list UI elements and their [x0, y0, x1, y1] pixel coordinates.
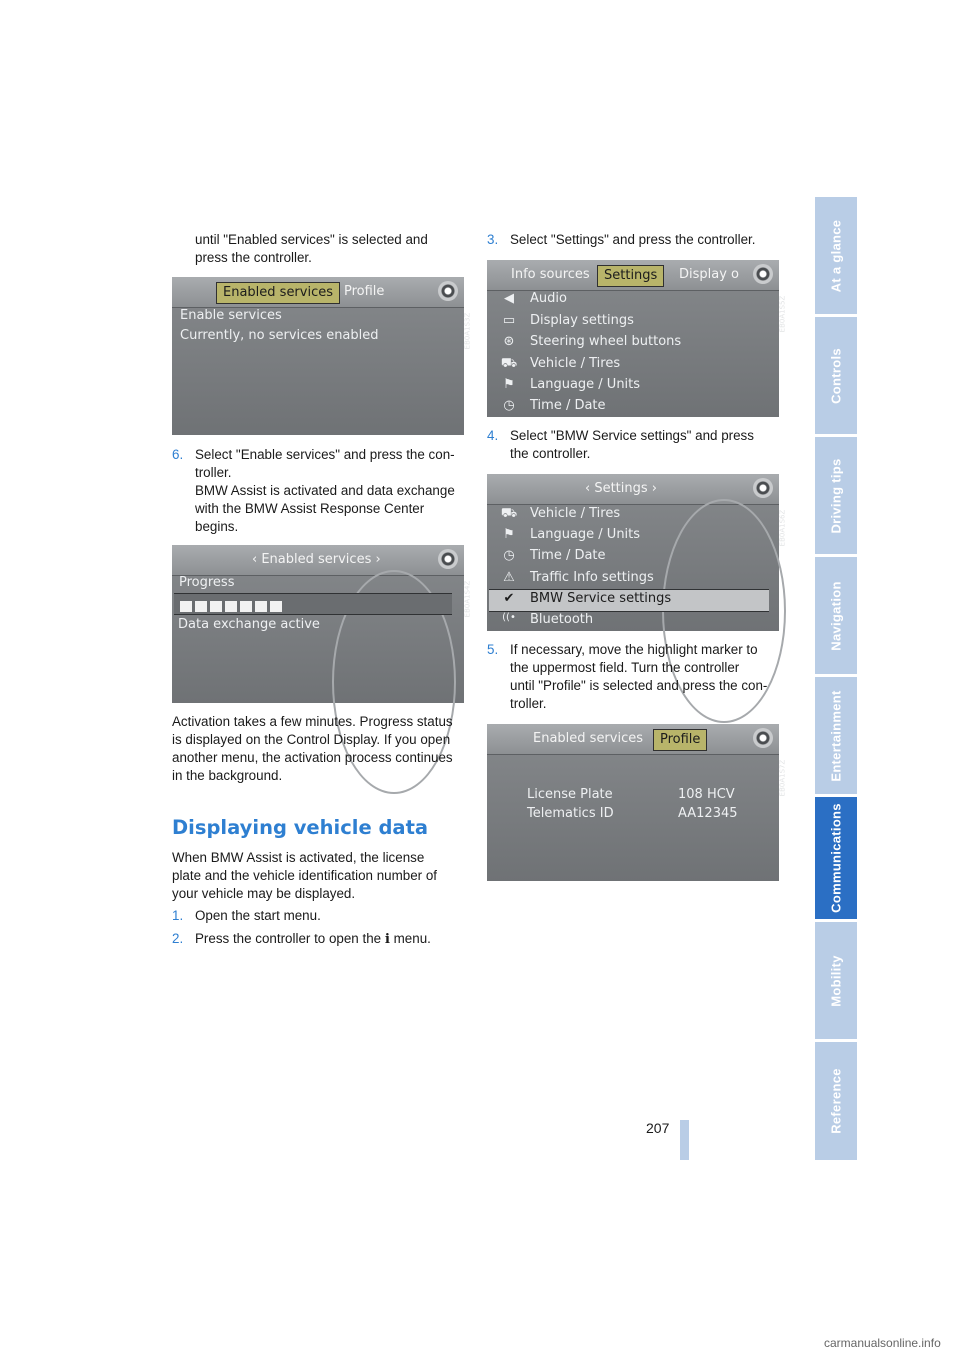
tab-profile[interactable]: Profile [653, 729, 707, 751]
side-tab-label: Controls [828, 347, 844, 404]
screen-tab-bar [487, 724, 779, 755]
menu-item-vehicle-tires[interactable]: Vehicle / Tires [530, 356, 621, 371]
status-text: Data exchange active [178, 617, 320, 632]
tab-settings[interactable]: Settings [597, 265, 664, 287]
image-code: EB0A1S5Z [778, 295, 787, 333]
screen-title: ‹ Settings › [585, 481, 657, 496]
tab-info-sources[interactable]: Info sources [511, 267, 590, 282]
license-plate-value: 108 HCV [678, 787, 735, 802]
menu-item-language-units[interactable]: Language / Units [530, 377, 641, 392]
telematics-id-label: Telematics ID [527, 806, 614, 821]
flag-icon: ⚑ [503, 527, 515, 542]
controller-icon [438, 549, 458, 569]
scroll-controller-icon [753, 478, 773, 498]
text-line: plate and the vehicle identification number of [172, 868, 438, 883]
step-text [510, 641, 785, 713]
intro-text [195, 231, 475, 267]
step-text: Open the start menu. [195, 908, 321, 923]
side-tab-label: Communications [828, 803, 844, 913]
screen-title-bar [172, 545, 464, 576]
text-line: begins. [195, 519, 239, 534]
progress-bar [180, 597, 285, 616]
side-tab-communications[interactable] [815, 797, 857, 919]
flag-icon: ⚑ [503, 377, 515, 392]
side-tab-label: Driving tips [828, 457, 844, 534]
screen-enabled-services [172, 277, 472, 435]
step-number: 3. [487, 232, 499, 247]
menu-item-bmw-service-settings[interactable]: BMW Service settings [530, 591, 672, 606]
text-line: in the background. [172, 768, 283, 783]
menu-item-vehicle-tires[interactable]: Vehicle / Tires [530, 506, 621, 521]
text-line: When BMW Assist is activated, the license [172, 850, 425, 865]
image-code: EB0A1S6Z [778, 509, 787, 547]
progress-label: Progress [179, 575, 235, 590]
tab-display[interactable]: Display o [679, 267, 740, 282]
step-text-b: menu. [393, 931, 431, 946]
activation-paragraph [172, 713, 472, 785]
menu-item-traffic-info-settings[interactable]: Traffic Info settings [530, 570, 654, 585]
side-tab-label: Navigation [828, 580, 844, 651]
screen-line: Enable services [180, 308, 282, 323]
car-icon: ⛟ [500, 356, 518, 371]
tab-enabled-services[interactable]: Enabled services [533, 731, 644, 746]
clock-icon: ◷ [503, 548, 515, 563]
text-line: the uppermost field. Turn the controller [510, 660, 740, 675]
telematics-id-value: AA12345 [678, 806, 738, 821]
vehicle-data-paragraph [172, 849, 472, 903]
side-tab-navigation[interactable] [815, 557, 857, 674]
step-number: 6. [172, 447, 184, 462]
side-tab-label: Mobility [828, 954, 844, 1007]
text-line: the controller. [510, 446, 591, 461]
menu-item-language-units[interactable]: Language / Units [530, 527, 641, 542]
step-text: Select "Settings" and press the controller. [510, 232, 756, 247]
text-line: Select "Enable services" and press the con- [195, 447, 455, 462]
screen-settings-menu [487, 260, 787, 417]
side-tab-entertainment[interactable] [815, 677, 857, 794]
menu-item-bluetooth[interactable]: Bluetooth [530, 612, 594, 627]
side-tab-label: Entertainment [828, 689, 844, 782]
text-line: with the BMW Assist Response Center [195, 501, 425, 516]
steering-wheel-icon: ⊛ [503, 334, 515, 349]
warning-icon: ⚠ [503, 570, 515, 585]
side-tab-controls[interactable] [815, 317, 857, 434]
screen-tab-bar [487, 260, 779, 291]
display-icon: ▭ [502, 313, 516, 328]
tab-enabled-services[interactable]: Enabled services [216, 282, 340, 304]
text-line: Activation takes a few minutes. Progress status [172, 714, 453, 729]
side-tab-driving-tips[interactable] [815, 437, 857, 554]
info-icon: i [384, 931, 390, 947]
text-line: troller. [510, 696, 547, 711]
step-text [510, 427, 785, 463]
service-icon: ✔ [503, 591, 515, 606]
screen-settings-list [487, 474, 787, 631]
screen-profile [487, 724, 787, 881]
menu-item-audio[interactable]: Audio [530, 291, 567, 306]
step-number: 5. [487, 642, 499, 657]
side-tab-label: Reference [828, 1068, 844, 1134]
screen-line: Currently, no services enabled [180, 328, 379, 343]
step-number: 2. [172, 931, 184, 946]
step-text [195, 446, 470, 536]
text-line: your vehicle may be displayed. [172, 886, 356, 901]
license-plate-label: License Plate [527, 787, 613, 802]
text-line: Select "BMW Service settings" and press [510, 428, 754, 443]
screen-title: ‹ Enabled services › [252, 552, 381, 567]
side-tab-mobility[interactable] [815, 922, 857, 1039]
text-line: press the controller. [195, 250, 312, 265]
side-tab-label: At a glance [828, 219, 844, 292]
controller-icon [753, 728, 773, 748]
controller-icon [438, 281, 458, 301]
step-text-a: Press the controller to open the [195, 931, 382, 946]
menu-item-display-settings[interactable]: Display settings [530, 313, 634, 328]
screen-progress [172, 545, 472, 703]
image-code: EB0A1S7Z [778, 759, 787, 797]
text-line: troller. [195, 465, 232, 480]
image-code: EB0A1S3Z [463, 312, 472, 350]
side-tab-at-a-glance[interactable] [815, 197, 857, 314]
speaker-icon: ◀ [504, 291, 514, 306]
car-icon: ⛟ [500, 506, 518, 521]
image-code: EB0A1S4Z [463, 580, 472, 618]
bluetooth-icon: ((• [502, 612, 516, 623]
text-line: until "Profile" is selected and press the con- [510, 678, 768, 693]
page-marker [680, 1120, 689, 1160]
step-number: 1. [172, 908, 184, 923]
text-line: until "Enabled services" is selected and [195, 232, 428, 247]
screen-tab-bar [172, 277, 464, 308]
text-line: another menu, the activation process continues [172, 750, 453, 765]
clock-icon: ◷ [503, 398, 515, 413]
tab-profile[interactable]: Profile [344, 284, 385, 299]
text-line: BMW Assist is activated and data exchange [195, 483, 455, 498]
section-heading: Displaying vehicle data [172, 816, 429, 839]
text-line: is displayed on the Control Display. If you open [172, 732, 451, 747]
menu-item-time-date[interactable]: Time / Date [530, 548, 606, 563]
menu-item-time-date[interactable]: Time / Date [530, 398, 606, 413]
step-text [195, 930, 470, 948]
controller-icon [753, 264, 773, 284]
side-tab-reference[interactable] [815, 1042, 857, 1160]
footer-watermark[interactable]: carmanualsonline.info [824, 1336, 941, 1350]
page-number: 207 [646, 1120, 670, 1136]
step-number: 4. [487, 428, 499, 443]
text-line: If necessary, move the highlight marker to [510, 642, 758, 657]
menu-item-steering-wheel-buttons[interactable]: Steering wheel buttons [530, 334, 682, 349]
